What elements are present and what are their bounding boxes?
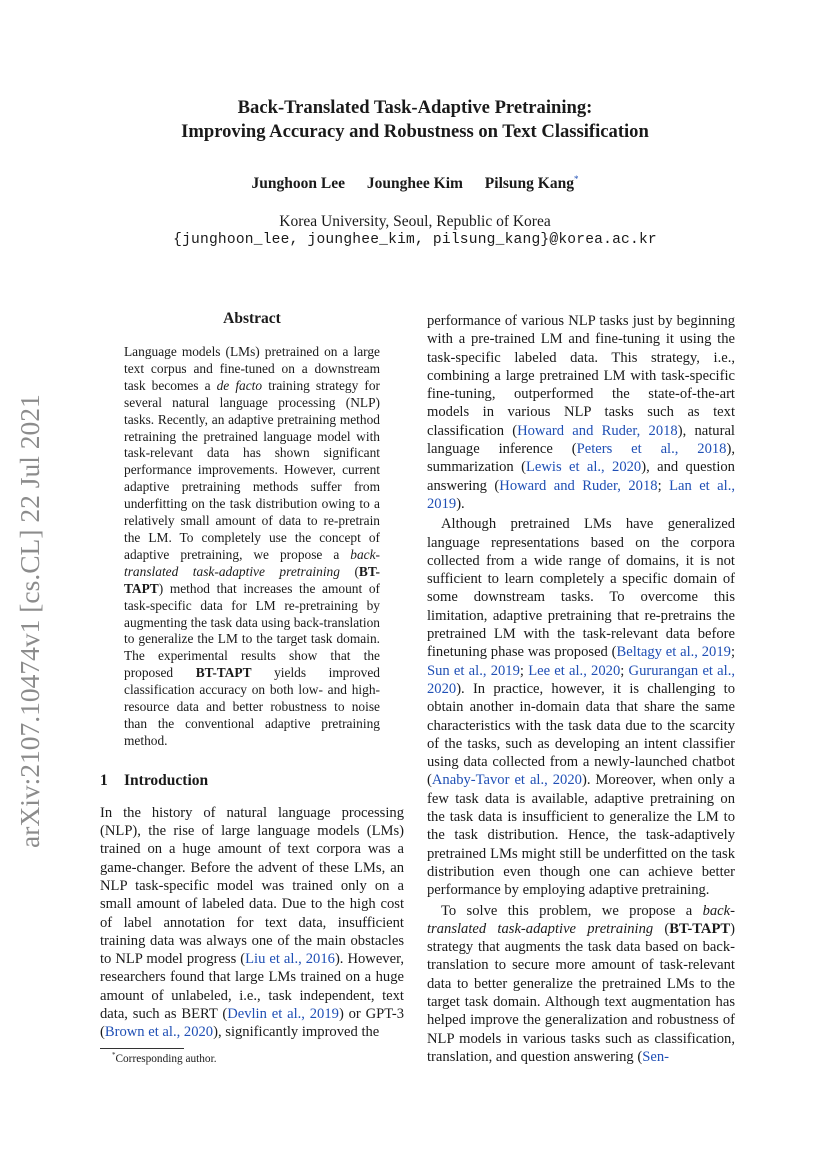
author-name: Jounghee Kim [366,175,463,193]
abstract-body [124,344,380,750]
citation-link[interactable]: Lewis et al., 2020 [525,459,642,476]
citation-link[interactable]: Brown et al., 2020 [104,1024,214,1041]
citation-link[interactable]: Howard and Ruder, 2018 [499,477,658,494]
title-line-2: Improving Accuracy and Robustness on Text Classification [181,121,649,142]
introduction-body [100,804,404,1042]
citation-link[interactable]: Sen- [642,1048,669,1065]
arxiv-sidebar [14,378,54,848]
author-name: Junghoon Lee [251,175,346,193]
intro-paragraph: In the history of natural language processing (NLP), the rise of large language models (LMs) trained on a huge amount of text corpora was a game-changer. Before the advent of these LMs, an NLP task-specific model was trained only on a small amount of labeled data. Due to the high cost of label annotation for text data, insufficient training data was always one of the main obstacles to NLP model progress (Liu et al., 2016). However, researchers found that large LMs trained on a huge amount of unlabeled, i.e., task independent, text data, such as BERT (Devlin et al., 2019) or GPT-3 (Brown et al., 2020), significantly improved the [100,804,404,1041]
citation-link[interactable]: Sun et al., 2019 [427,662,520,679]
citation-link[interactable]: Gururangan et al., 2020 [427,662,736,697]
citation-link[interactable]: Howard and Ruder, 2018 [517,422,678,439]
citation-link[interactable]: Lan et al., 2019 [427,477,735,512]
corresponding-mark[interactable]: * [573,174,579,184]
author-name: Pilsung Kang* [484,174,579,193]
footnote: *Corresponding author. [112,1051,217,1065]
citation-link[interactable]: Devlin et al., 2019 [227,1006,339,1023]
section-heading-introduction: 1 Introduction [100,771,209,789]
body-paragraph: To solve this problem, we propose a back-translated task-adaptive pretraining (BT-TAPT) strategy that augments the task data based on back-translation to secure more amount of task-relevant data to better generalize the pretrained LMs to the target task domain. Although text augmentation has helped improve the generalization and robustness of NLP models in various tasks such as classification, translation, and question answering (Sen- [427,902,735,1065]
citation-link[interactable]: Liu et al., 2016 [245,951,335,968]
citation-link[interactable]: Lee et al., 2020 [528,662,621,679]
body-paragraph: performance of various NLP tasks just by beginning with a pre-trained LM and fine-tuning it using the task-specific labeled data. This strategy, i.e., combining a large pretrained LM with task-specific fine-tuning, outperformed the state-of-the-art models in various NLP tasks such as text classification (Howard and Ruder, 2018), natural language inference (Peters et al., 2018), summarization (Lewis et al., 2020), and question answering (Howard and Ruder, 2018; Lan et al., 2019). [427,313,735,512]
citation-link[interactable]: Anaby-Tavor et al., 2020 [431,772,582,789]
citation-link[interactable]: Peters et al., 2018 [576,441,727,458]
footnote-divider [100,1048,184,1049]
title-line-1: Back-Translated Task-Adaptive Pretraining: [237,97,593,118]
paper-title [100,96,730,144]
author-list [100,174,730,193]
left-column [100,310,404,1042]
abstract-heading: Abstract [223,310,281,327]
abstract-paragraph: Language models (LMs) pretrained on a large text corpus and fine-tuned on a downstream task becomes a de facto training strategy for several natural language processing (NLP) tasks. Recently, an adaptive pretraining method retraining the pretrained language model with task-relevant data has shown significant performance improvements. However, current adaptive pretraining methods suffer from underfitting on the task distribution owing to a relatively small amount of data to re-pretrain the LM. To completely use the concept of adaptive pretraining, we propose a back-translated task-adaptive pretraining (BT-TAPT) method that increases the amount of task-specific data for LM re-pretraining by augmenting the task data using back-translation to generalize the LM to the target task domain. The experimental results show that the proposed BT-TAPT yields improved classification accuracy on both low- and high-resource data and better robustness to noise than the conventional adaptive pretraining method. [124,344,381,748]
affiliation: Korea University, Seoul, Republic of Korea [279,213,551,230]
body-paragraph: Although pretrained LMs have generalized language representations based on the corpora collected from a wide range of domains, it is not sufficient to learn completely a specific domain of some downstream tasks. To overcome this limitation, adaptive pretraining that re-pretrains the pretrained LM with the task-relevant data before finetuning phase was proposed (Beltagy et al., 2019; Sun et al., 2019; Lee et al., 2020; Gururangan et al., 2020). In practice, however, it is challenging to obtain another in-domain data that share the same characteristics with the task data due to the scarcity of the tasks, such as developing an intent classifier using data collected from a newly-launched chatbot (Anaby-Tavor et al., 2020). Moreover, when only a few task data is available, adaptive pretraining on the task data is insufficient to generalize the LM to the task distribution. Hence, the task-adaptively pretrained LMs might still be underfitted on the task distribution even though one can achieve better performance by employing adaptive pretraining. [427,516,736,899]
arxiv-identifier: arXiv:2107.10474v1 [cs.CL] 22 Jul 2021 [14,394,45,848]
citation-link[interactable]: Beltagy et al., 2019 [616,644,731,661]
right-column [427,312,735,1066]
author-emails: {junghoon_lee, jounghee_kim, pilsung_kang}@korea.ac.kr [173,232,657,248]
